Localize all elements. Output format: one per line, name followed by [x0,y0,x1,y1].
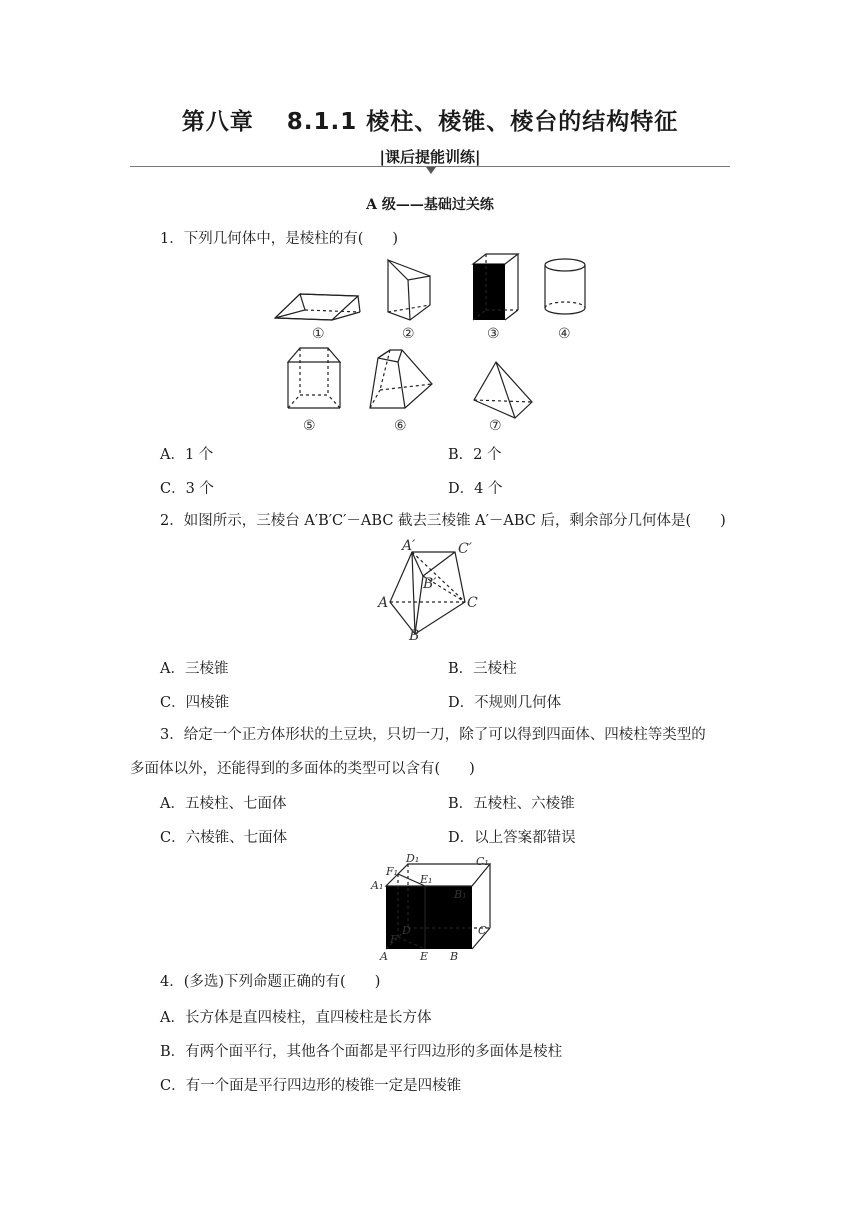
vertex-label-d1: D₁ [406,852,420,865]
question-2-figure [375,538,495,643]
vertex-label-b1: B₁ [454,888,467,901]
figure-1-prism [275,294,360,320]
question-3-stem-line-2: 多面体以外，还能得到的多面体的类型可以含有( ) [130,761,475,777]
figure-3-label: ③ [487,326,500,342]
question-2-option-a: A．三棱锥 [160,661,229,677]
question-4-option-b: B．有两个面平行，其他各个面都是平行四边形的多面体是棱柱 [160,1044,563,1060]
question-1-option-c: C．3 个 [160,481,214,497]
figure-2-label: ② [402,326,415,342]
figure-3-box [473,254,518,320]
vertex-label-b: B [409,628,420,643]
level-heading: A 级——基础过关练 [366,197,494,213]
vertex-label-c: C [467,595,478,611]
question-1-stem: 1．下列几何体中，是棱柱的有( ) [160,231,399,247]
figure-6-label: ⑥ [394,418,407,434]
vertex-label-e: E [420,950,429,963]
vertex-label-f: F [390,933,398,946]
figure-1-label: ① [312,326,325,342]
figure-5-solid [288,348,340,408]
question-4-stem: 4．(多选)下列命题正确的有( ) [160,974,381,990]
question-1-option-a: A．1 个 [160,447,214,463]
vertex-label-c: C [478,924,487,937]
vertex-label-d: D [402,924,411,937]
vertex-label-a1: A₁ [371,879,384,892]
figure-6-frustum [370,350,432,408]
question-1-figures [260,250,600,440]
page-title: 第八章 8.1.1 棱柱、棱锥、棱台的结构特征 [181,109,679,135]
vertex-label-a-prime: A′ [402,538,416,554]
vertex-label-e1: E₁ [420,873,433,886]
vertex-label-b-prime: B′ [423,576,437,592]
question-3-option-b: B．五棱柱、六棱锥 [448,796,575,812]
vertex-label-f1: F₁ [386,865,399,878]
divider-marker-icon [426,167,436,174]
question-3-option-a: A．五棱柱、七面体 [160,796,287,812]
vertex-label-c-prime: C′ [458,541,472,557]
question-2-option-d: D．不规则几何体 [448,695,562,711]
vertex-label-c1: C₁ [476,855,489,868]
figure-2-solid [388,260,430,320]
question-3-figure [368,852,498,964]
question-3-option-d: D．以上答案都错误 [448,830,576,846]
section-banner: |课后提能训练| [379,148,481,166]
question-2-stem: 2．如图所示，三棱台 A′B′C′－ABC 截去三棱锥 A′－ABC 后，剩余部分几何体是( ) [160,513,726,529]
question-4-option-c: C．有一个面是平行四边形的棱锥一定是四棱锥 [160,1078,462,1094]
question-1-option-b: B．2 个 [448,447,502,463]
figure-4-cylinder [545,259,585,314]
figure-4-label: ④ [558,326,571,342]
question-4-option-a: A．长方体是直四棱柱，直四棱柱是长方体 [160,1010,432,1026]
figure-7-label: ⑦ [489,418,502,434]
figure-5-label: ⑤ [303,418,316,434]
figure-7-tetrahedron [474,362,532,418]
question-3-option-c: C．六棱锥、七面体 [160,830,288,846]
question-3-stem-line-1: 3．给定一个正方体形状的土豆块，只切一刀，除了可以得到四面体、四棱柱等类型的 [160,727,706,743]
vertex-label-a: A [378,595,389,611]
question-1-option-d: D．4 个 [448,481,503,497]
vertex-label-b: B [450,950,459,963]
question-2-option-b: B．三棱柱 [448,661,517,677]
vertex-label-a: A [380,950,388,963]
frustum-diagram [390,552,465,634]
question-2-option-c: C．四棱锥 [160,695,230,711]
